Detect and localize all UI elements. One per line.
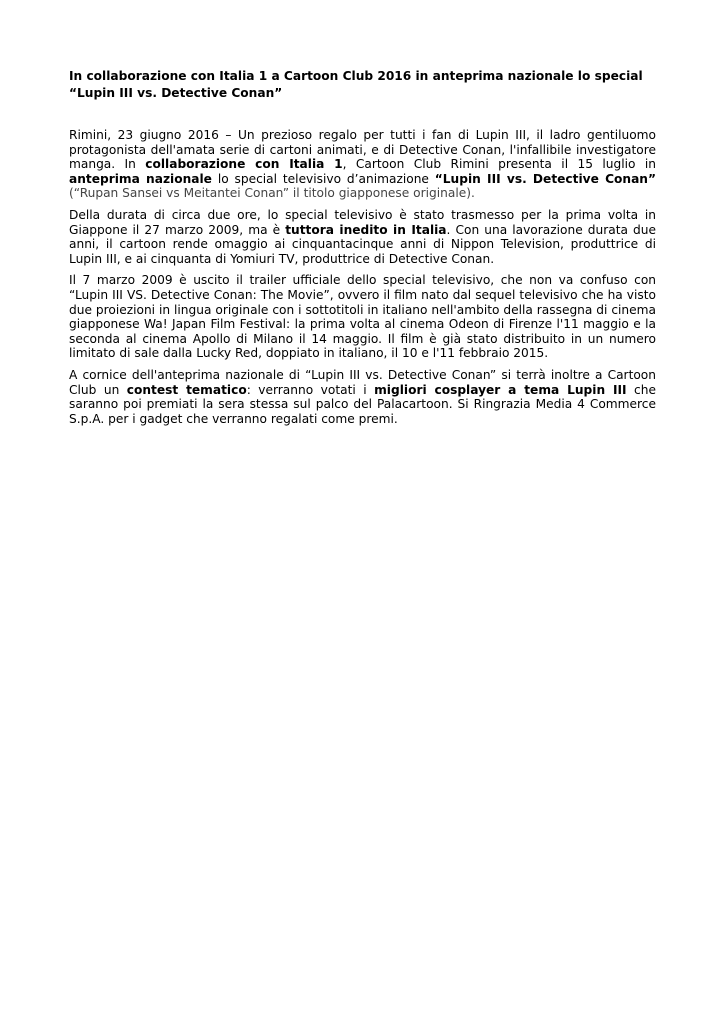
document-body: [69, 128, 656, 433]
paragraph-1: [69, 128, 656, 201]
p1-bold-1: collaborazione con Italia 1: [145, 157, 343, 172]
p2-bold-1: tuttora inedito in Italia: [285, 222, 447, 237]
p3-text-1: Il 7 marzo 2009 è uscito il trailer ufficiale dello special televisivo, che non va confuso con “Lupin III VS. Detective Conan: The Movie”, ovvero il film nato dal sequel televisivo che ha visto due proiezioni in lingua originale con i sottotitoli in italiano nell'ambito della rassegna di cinema giapponese Wa! Japan Film Festival: la prima volta al cinema Odeon di Firenze l'11 maggio e la seconda al cinema Apollo di Milano il 14 maggio. Il film è già stato distribuito in un numero limitato di sale dalla Lucky Red, doppiato in italiano, il 10 e l'11 febbraio 2015.: [69, 273, 656, 361]
paragraph-3: [69, 273, 656, 361]
p4-bold-2: migliori cosplayer a tema Lupin III: [374, 382, 627, 397]
p4-text-3: che saranno poi premiati la sera stessa sul palco del Palacartoon. Si Ringrazia Media 4 Commerce S.p.A. per i gadget che verranno regalati come premi.: [69, 382, 656, 426]
p2-text-2: . Con una lavorazione durata due anni, il cartoon rende omaggio ai cinquantacinque anni di Nippon Television, produttrice di Lupin III, e ai cinquanta di Yomiuri TV, produttrice di Detective Conan.: [69, 222, 656, 266]
p1-text-2: , Cartoon Club Rimini presenta il 15 luglio in: [342, 157, 656, 172]
document-title: In collaborazione con Italia 1 a Cartoon Club 2016 in anteprima nazionale lo special “Lupin III vs. Detective Conan”: [69, 69, 643, 100]
p1-text-1: Rimini, 23 giugno 2016 – Un prezioso regalo per tutti i fan di Lupin III, il ladro gentiluomo protagonista dell'amata serie di cartoni animati, e di Detective Conan, l'infallibile investigatore manga. In: [69, 128, 656, 172]
p4-text-2: : verranno votati i: [246, 382, 375, 397]
p1-bold-3: “Lupin III vs. Detective Conan”: [434, 171, 656, 186]
p1-text-3: lo special televisivo d’animazione: [211, 171, 435, 186]
p4-text-1: A cornice dell'anteprima nazionale di “Lupin III vs. Detective Conan” si terrà inoltre a Cartoon Club un: [69, 367, 656, 397]
p1-bold-2: anteprima nazionale: [69, 171, 212, 186]
p2-text-1: Della durata di circa due ore, lo special televisivo è stato trasmesso per la prima volta in Giappone il 27 marzo 2009, ma è: [69, 207, 656, 237]
paragraph-4: [69, 368, 656, 426]
paragraph-2: [69, 208, 656, 266]
p4-bold-1: contest tematico: [126, 382, 247, 397]
p1-text-4: (“Rupan Sansei vs Meitantei Conan” il titolo giapponese originale).: [69, 186, 475, 201]
